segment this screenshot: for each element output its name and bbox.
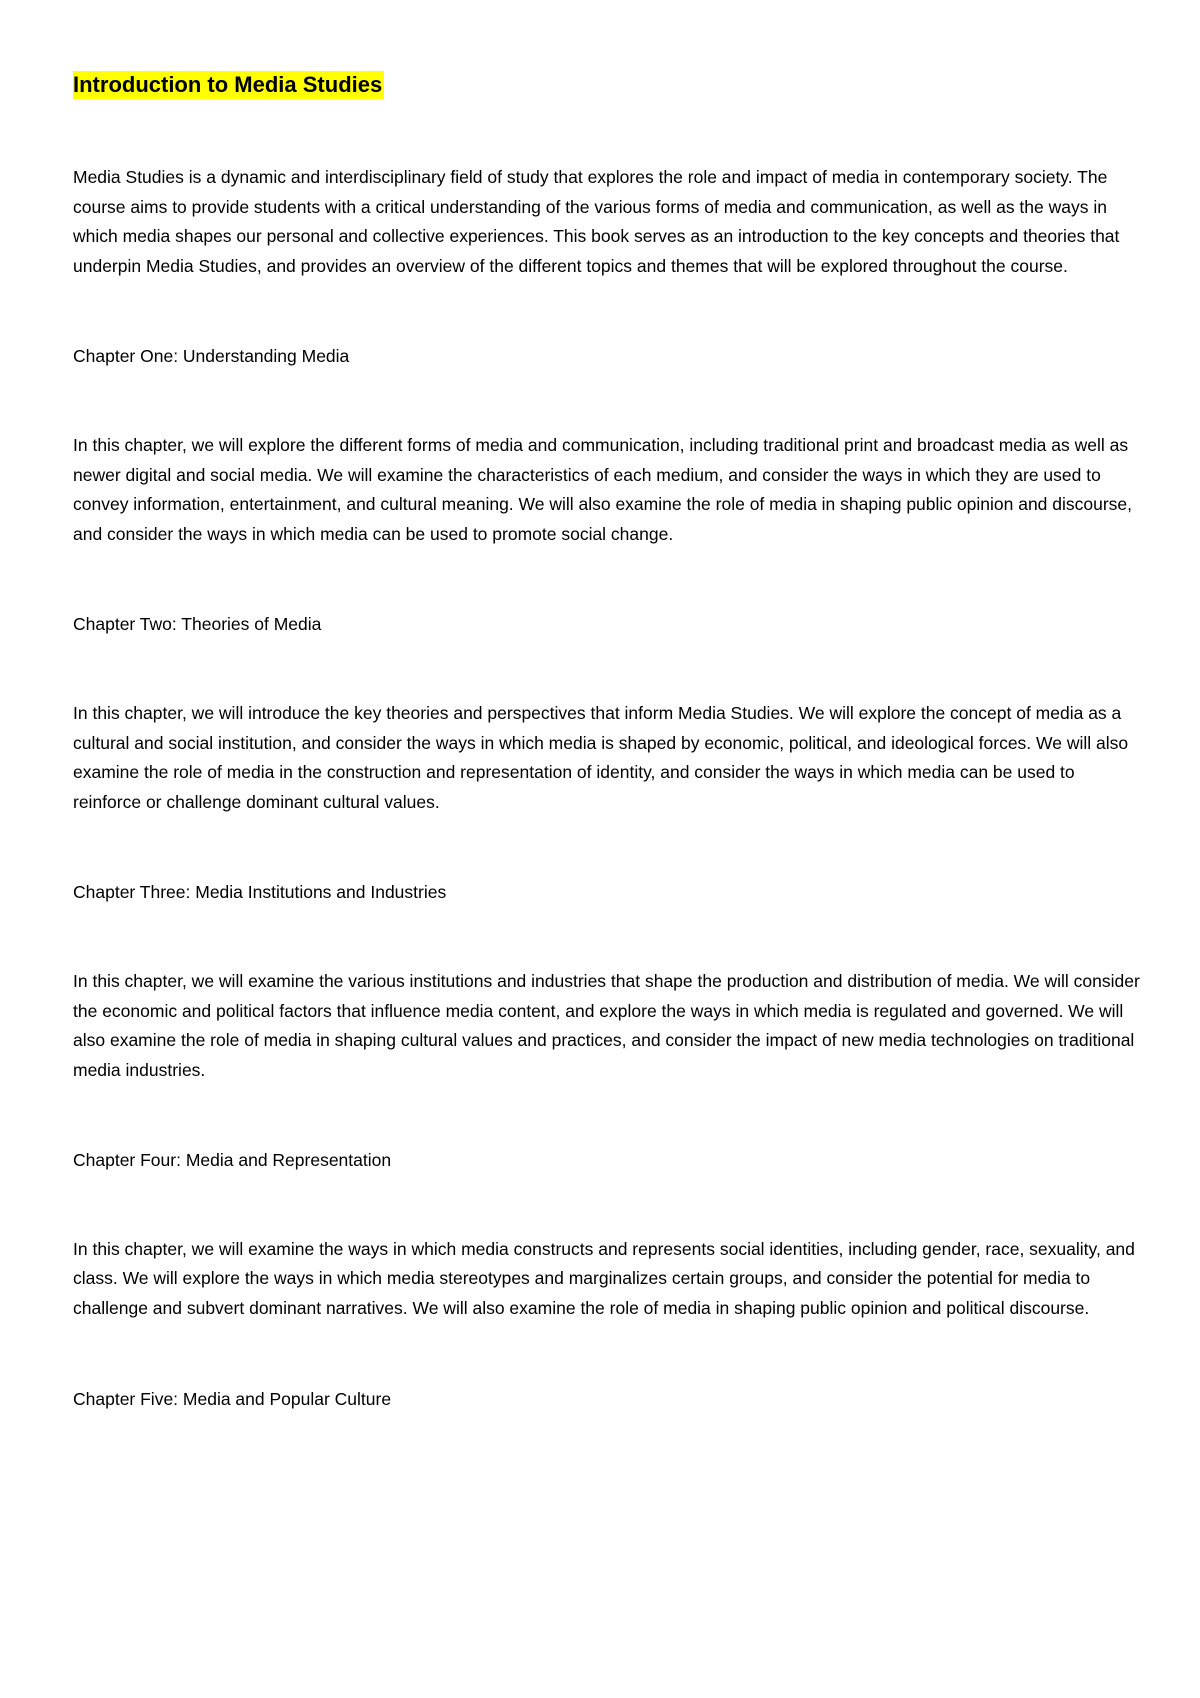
spacer xyxy=(73,1085,1143,1146)
chapter-heading-two: Chapter Two: Theories of Media xyxy=(73,614,322,635)
spacer xyxy=(73,817,1143,878)
chapter-heading-one: Chapter One: Understanding Media xyxy=(73,346,350,367)
spacer xyxy=(73,372,1143,431)
chapter-body-three: In this chapter, we will examine the various institutions and industries that shape the production and distribution of media. We will consider the economic and political factors that influence media content, and explore the ways in which media is regulated and governed. We will also examine the role of media in shaping cultural values and practices, and consider the impact of new media technologies on traditional media industries. xyxy=(73,970,1140,1080)
chapter-heading-four: Chapter Four: Media and Representation xyxy=(73,1150,392,1171)
spacer xyxy=(73,99,1143,163)
spacer xyxy=(73,1176,1143,1235)
spacer xyxy=(73,549,1143,610)
chapter-heading-five: Chapter Five: Media and Popular Culture xyxy=(73,1388,392,1409)
intro-paragraph: Media Studies is a dynamic and interdisciplinary field of study that explores the role and impact of media in contemporary society. The course aims to provide students with a critical understanding of the various forms of media and communication, as well as the ways in which media shapes our personal and collective experiences. This book serves as an introduction to the key concepts and theories that underpin Media Studies, and provides an overview of the different topics and themes that will be explored throughout the course. xyxy=(73,167,1120,276)
spacer xyxy=(73,1324,1143,1385)
document-content xyxy=(73,71,1143,1414)
document-title: Introduction to Media Studies xyxy=(73,72,383,97)
chapter-heading-three: Chapter Three: Media Institutions and Industries xyxy=(73,882,447,903)
chapter-body-four: In this chapter, we will examine the ways in which media constructs and represents social identities, including gender, race, sexuality, and class. We will explore the ways in which media stereotypes and marginalizes certain groups, and consider the potential for media to challenge and subvert dominant narratives. We will also examine the role of media in shaping public opinion and political discourse. xyxy=(73,1238,1135,1319)
chapter-body-two: In this chapter, we will introduce the key theories and perspectives that inform Media Studies. We will explore the concept of media as a cultural and social institution, and consider the ways in which media is shaped by economic, political, and ideological forces. We will also examine the role of media in the construction and representation of identity, and consider the ways in which media can be used to reinforce or challenge dominant cultural values. xyxy=(73,702,1129,812)
chapter-body-one: In this chapter, we will explore the different forms of media and communication, including traditional print and broadcast media as well as newer digital and social media. We will examine the characteristics of each medium, and consider the ways in which they are used to convey information, entertainment, and cultural meaning. We will also examine the role of media in shaping public opinion and discourse, and consider the ways in which media can be used to promote social change. xyxy=(73,434,1133,544)
spacer xyxy=(73,908,1143,967)
spacer xyxy=(73,640,1143,699)
spacer xyxy=(73,281,1143,342)
